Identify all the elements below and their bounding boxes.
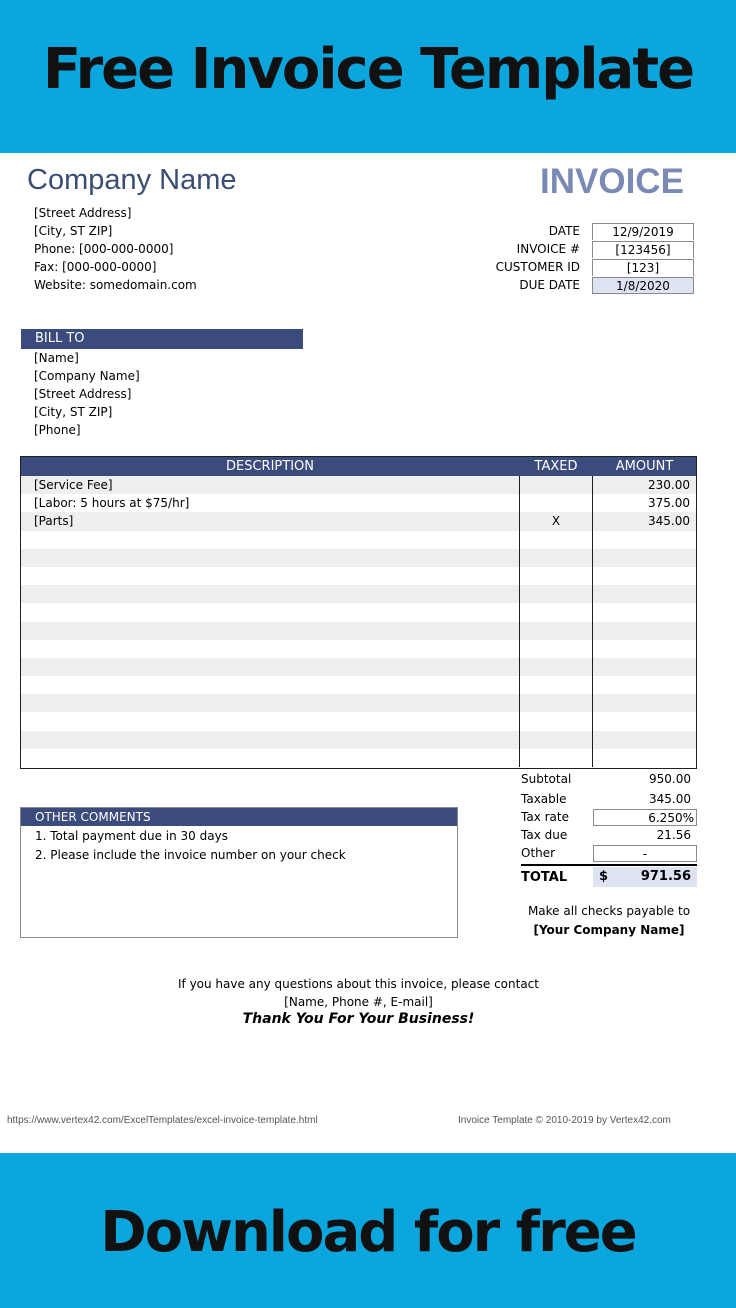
tax-due-label: Tax due (521, 828, 568, 842)
bill-to-heading: BILL TO (21, 329, 303, 349)
bottom-banner[interactable] (0, 1153, 736, 1308)
footer-copyright: Invoice Template © 2010-2019 by Vertex42.com (458, 1115, 671, 1126)
meta-label: DATE (548, 224, 580, 238)
taxed-cell[interactable] (519, 622, 593, 640)
due-date-field[interactable]: 1/8/2020 (592, 277, 694, 294)
taxed-cell[interactable] (519, 694, 593, 712)
bill-to-block (34, 349, 140, 439)
description-cell[interactable] (21, 603, 519, 621)
amount-cell[interactable] (593, 712, 696, 730)
top-banner (0, 0, 736, 153)
company-name: Company Name (27, 164, 237, 196)
totals-block (521, 770, 697, 888)
table-row (21, 622, 696, 640)
company-phone: Phone: [000-000-0000] (34, 242, 174, 256)
amount-cell[interactable] (593, 658, 696, 676)
amount-cell[interactable] (593, 531, 696, 549)
description-cell[interactable] (21, 622, 519, 640)
taxed-cell[interactable] (519, 712, 593, 730)
contact-note (100, 975, 617, 1011)
contact-line: If you have any questions about this invoice, please contact (177, 977, 539, 991)
company-website: Website: somedomain.com (34, 278, 197, 292)
company-city: [City, ST ZIP] (34, 224, 113, 238)
total-row (521, 864, 697, 888)
description-cell[interactable]: [Service Fee] (34, 478, 113, 492)
meta-label: DUE DATE (519, 278, 580, 292)
meta-row-due-date (470, 276, 694, 294)
company-street: [Street Address] (34, 206, 132, 220)
table-row (21, 585, 696, 603)
taxed-cell[interactable] (519, 549, 593, 567)
table-row (21, 603, 696, 621)
total-value-box (593, 867, 697, 887)
amount-cell[interactable] (593, 640, 696, 658)
thank-you-message: Thank You For Your Business! (242, 1011, 475, 1027)
subtotal-value: 950.00 (649, 771, 691, 786)
line-items-header (21, 457, 696, 476)
meta-row-customer-id (470, 258, 694, 276)
taxable-row (521, 790, 697, 808)
footer-url[interactable]: https://www.vertex42.com/ExcelTemplates/excel-invoice-template.html (7, 1115, 318, 1126)
payable-line: Make all checks payable to (527, 904, 691, 918)
description-cell[interactable] (21, 549, 519, 567)
tax-due-value: 21.56 (656, 827, 691, 842)
taxed-cell[interactable] (519, 531, 593, 549)
line-items-table (20, 456, 697, 769)
subtotal-row (521, 770, 697, 788)
amount-header: AMOUNT (615, 459, 674, 474)
company-fax: Fax: [000-000-0000] (34, 260, 157, 274)
tax-rate-label: Tax rate (521, 810, 569, 824)
bill-to-phone: [Phone] (34, 423, 81, 437)
invoice-title: INVOICE (540, 162, 684, 201)
description-cell[interactable] (21, 640, 519, 658)
description-cell[interactable] (21, 712, 519, 730)
taxed-cell[interactable] (519, 749, 593, 767)
payable-company: [Your Company Name] (533, 923, 685, 937)
description-cell[interactable] (21, 749, 519, 767)
invoice-meta (470, 222, 694, 294)
other-comments-body[interactable] (21, 826, 457, 865)
taxed-cell[interactable] (519, 676, 593, 694)
comment-line: 1. Total payment due in 30 days (35, 829, 228, 843)
bill-to-name: [Name] (34, 351, 79, 365)
meta-row-invoice-number (470, 240, 694, 258)
other-row (521, 844, 697, 862)
table-row (21, 749, 696, 767)
company-address (34, 204, 197, 294)
amount-cell[interactable] (593, 567, 696, 585)
banner-title: Free Invoice Template (42, 37, 694, 102)
description-cell[interactable] (21, 585, 519, 603)
invoice-number-field[interactable]: [123456] (592, 241, 694, 258)
description-cell[interactable] (21, 567, 519, 585)
amount-cell[interactable] (593, 585, 696, 603)
table-row (21, 549, 696, 567)
other-comments-box (20, 807, 458, 938)
amount-cell[interactable]: 345.00 (648, 514, 690, 529)
table-row (21, 658, 696, 676)
taxed-cell[interactable] (519, 494, 593, 512)
table-row (21, 731, 696, 749)
amount-cell[interactable] (593, 676, 696, 694)
bill-to-city: [City, ST ZIP] (34, 405, 113, 419)
taxed-header: TAXED (534, 459, 578, 474)
table-row (21, 476, 696, 494)
payable-note (500, 902, 718, 940)
amount-cell[interactable] (593, 549, 696, 567)
description-cell[interactable] (21, 531, 519, 549)
description-header: DESCRIPTION (226, 459, 314, 474)
amount-cell[interactable] (593, 731, 696, 749)
customer-id-field[interactable]: [123] (592, 259, 694, 276)
table-row (21, 712, 696, 730)
description-cell[interactable] (21, 676, 519, 694)
description-cell[interactable]: [Labor: 5 hours at $75/hr] (34, 496, 190, 511)
description-cell[interactable] (21, 731, 519, 749)
table-row (21, 531, 696, 549)
currency-symbol: $ (599, 869, 609, 884)
table-row (21, 676, 696, 694)
bill-to-company: [Company Name] (34, 369, 140, 383)
amount-cell[interactable]: 375.00 (648, 496, 690, 511)
taxed-cell[interactable] (519, 658, 593, 676)
meta-label: INVOICE # (516, 242, 580, 256)
bill-to-street: [Street Address] (34, 387, 132, 401)
comment-line: 2. Please include the invoice number on your check (35, 848, 346, 862)
table-row (21, 567, 696, 585)
date-field[interactable]: 12/9/2019 (592, 223, 694, 240)
subtotal-label: Subtotal (521, 772, 572, 786)
amount-cell[interactable] (593, 622, 696, 640)
meta-label: CUSTOMER ID (495, 260, 580, 274)
taxable-label: Taxable (521, 792, 567, 806)
description-cell[interactable]: [Parts] (34, 514, 74, 529)
taxable-value: 345.00 (649, 791, 691, 806)
meta-row-date (470, 222, 694, 240)
amount-cell[interactable] (593, 694, 696, 712)
tax-rate-row (521, 808, 697, 826)
taxed-cell[interactable] (519, 476, 593, 494)
taxed-cell[interactable]: X (519, 512, 593, 530)
table-row (21, 512, 696, 530)
other-label: Other (521, 846, 556, 860)
description-cell[interactable] (21, 694, 519, 712)
table-row (21, 494, 696, 512)
download-call-to-action[interactable]: Download for free (100, 1200, 636, 1265)
taxed-cell[interactable] (519, 640, 593, 658)
tax-rate-field[interactable]: 6.250% (593, 809, 697, 826)
contact-details: [Name, Phone #, E-mail] (284, 995, 433, 1009)
taxed-cell[interactable] (519, 585, 593, 603)
tax-due-row (521, 826, 697, 844)
total-value: 971.56 (640, 869, 691, 884)
taxed-cell[interactable] (519, 603, 593, 621)
amount-cell[interactable] (593, 749, 696, 767)
amount-cell[interactable]: 230.00 (648, 478, 690, 492)
other-comments-heading: OTHER COMMENTS (21, 808, 457, 826)
other-field[interactable]: - (593, 845, 697, 862)
taxed-cell[interactable] (519, 731, 593, 749)
table-row (21, 640, 696, 658)
description-cell[interactable] (21, 658, 519, 676)
total-label: TOTAL (521, 869, 568, 885)
amount-cell[interactable] (593, 603, 696, 621)
line-items-body (21, 476, 696, 767)
taxed-cell[interactable] (519, 567, 593, 585)
table-row (21, 694, 696, 712)
